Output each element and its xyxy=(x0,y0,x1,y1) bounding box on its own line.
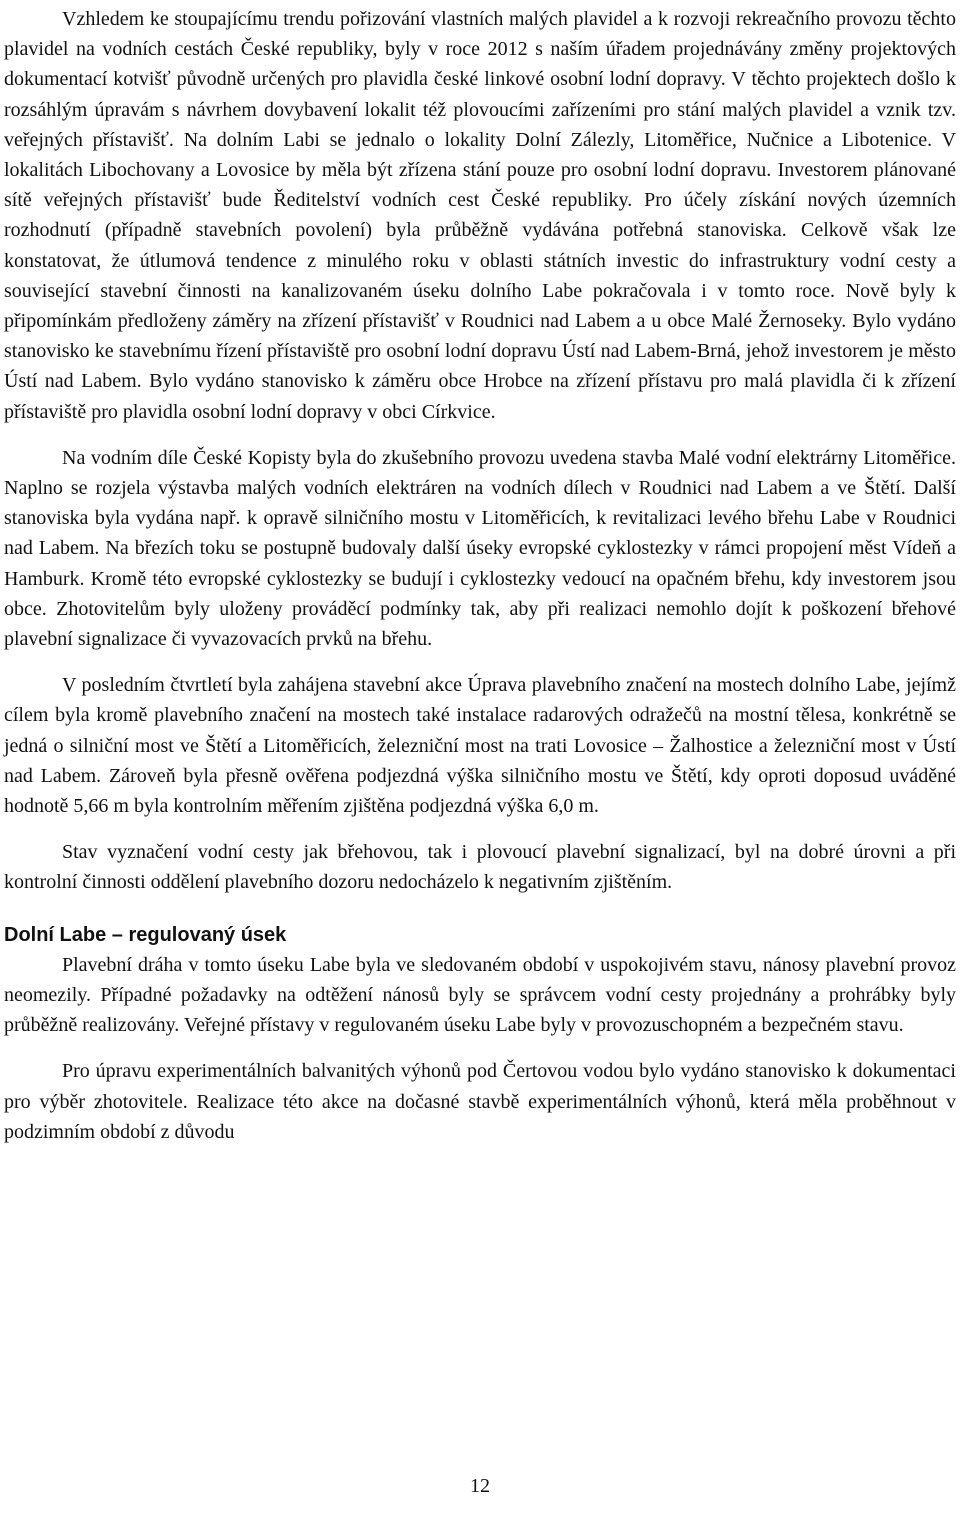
paragraph: Plavební dráha v tomto úseku Labe byla ve sledovaném období v uspokojivém stavu, nánosy plavební provoz neomezily. Případné požadavky na odtěžení nánosů byly se správcem vodní cesty projednány a prohrábky byly průběžně realizovány. Veřejné přístavy v regulovaném úseku Labe byly v provozuschopném a bezpečném stavu. xyxy=(4,953,956,1037)
section-heading: Dolní Labe – regulovaný úsek xyxy=(4,923,287,946)
paragraph: V posledním čtvrtletí byla zahájena stavební akce Úprava plavebního značení na mostech dolního Labe, jejímž cílem byla kromě plavebního značení na mostech také instalace radarových odražečů na mostní tělesa, konkrétně se jedná o silniční most ve Štětí a Litoměřicích, železniční most na trati Lovosice – Žalhostice a železniční most v Ústí nad Labem. Zároveň byla přesně ověřena podjezdná výška silničního mostu ve Štětí, kdy oproti doposud uváděné hodnotě 5,66 m byla kontrolním měřením zjištěna podjezdná výška 6,0 m. xyxy=(4,674,956,818)
paragraph: Stav vyznačení vodní cesty jak břehovou, tak i plovoucí plavební signalizací, byl na dobré úrovni a při kontrolní činnosti oddělení plavebního dozoru nedocházelo k negativním zjištěním. xyxy=(4,841,956,894)
paragraph: Na vodním díle České Kopisty byla do zkušebního provozu uvedena stavba Malé vodní elektrárny Litoměřice. Naplno se rozjela výstavba malých vodních elektráren na vodních dílech v Roudnici nad Labem a ve Štětí. Další stanoviska byla vydána např. k opravě silničního mostu v Litoměřicích, k revitalizaci levého břehu Labe v Roudnici nad Labem. Na březích toku se postupně budovaly další úseky evropské cyklostezky v rámci propojení měst Vídeň a Hamburk. Kromě této evropské cyklostezky se budují i cyklostezky vedoucí na opačném břehu, kdy investorem jsou obce. Zhotovitelům byly uloženy prováděcí podmínky tak, aby při realizaci nemohlo dojít k poškození břehové plavební signalizace či vyvazovacích prvků na břehu. xyxy=(4,446,956,651)
paragraph-gap xyxy=(4,427,956,443)
paragraph-gap xyxy=(4,821,956,837)
paragraph-gap xyxy=(4,1040,956,1056)
page-number: 12 xyxy=(470,1475,490,1497)
paragraph: Vzhledem ke stoupajícímu trendu pořizování vlastních malých plavidel a k rozvoji rekreačního provozu těchto plavidel na vodních cestách České republiky, byly v roce 2012 s naším úřadem projednávány změny projektových dokumentací kotvišť původně určených pro plavidla české linkové osobní lodní dopravy. V těchto projektech došlo k rozsáhlým úpravám s návrhem dovybavení lokalit též plovoucími zařízeními pro stání malých plavidel a vznik tzv. veřejných přístavišť. Na dolním Labi se jednalo o lokality Dolní Zálezly, Litoměřice, Nučnice a Libotenice. V lokalitách Libochovany a Lovosice by měla být zřízena stání pouze pro osobní lodní dopravu. Investorem plánované sítě veřejných přístavišť bude Ředitelství vodních cest České republiky. Pro účely získání nových územních rozhodnutí (případně stavebních povolení) byla průběžně vydávána potřebná stanoviska. Celkově však lze konstatovat, že útlumová tendence z minulého roku v oblasti státních investic do infrastruktury vodní cesty a související stavební činnosti na kanalizovaném úseku dolního Labe pokračovala i v tomto roce. Nově byly k připomínkám předloženy záměry na zřízení přístavišť v Roudnici nad Labem a u obce Malé Žernoseky. Bylo vydáno stanovisko ke stavebnímu řízení přístaviště pro osobní lodní dopravu Ústí nad Labem-Brná, jehož investorem je město Ústí nad Labem. Bylo vydáno stanovisko k záměru obce Hrobce na zřízení přístavu pro malá plavidla či k zřízení přístaviště pro plavidla osobní lodní dopravy v obci Církvice. xyxy=(4,8,956,423)
paragraph-gap xyxy=(4,898,956,914)
paragraph-gap xyxy=(4,654,956,670)
paragraph: Pro úpravu experimentálních balvanitých výhonů pod Čertovou vodou bylo vydáno stanovisko k dokumentaci pro výběr zhotovitele. Realizace této akce na dočasné stavbě experimentálních výhonů, která měla proběhnout v podzimním období z důvodu xyxy=(4,1060,956,1143)
